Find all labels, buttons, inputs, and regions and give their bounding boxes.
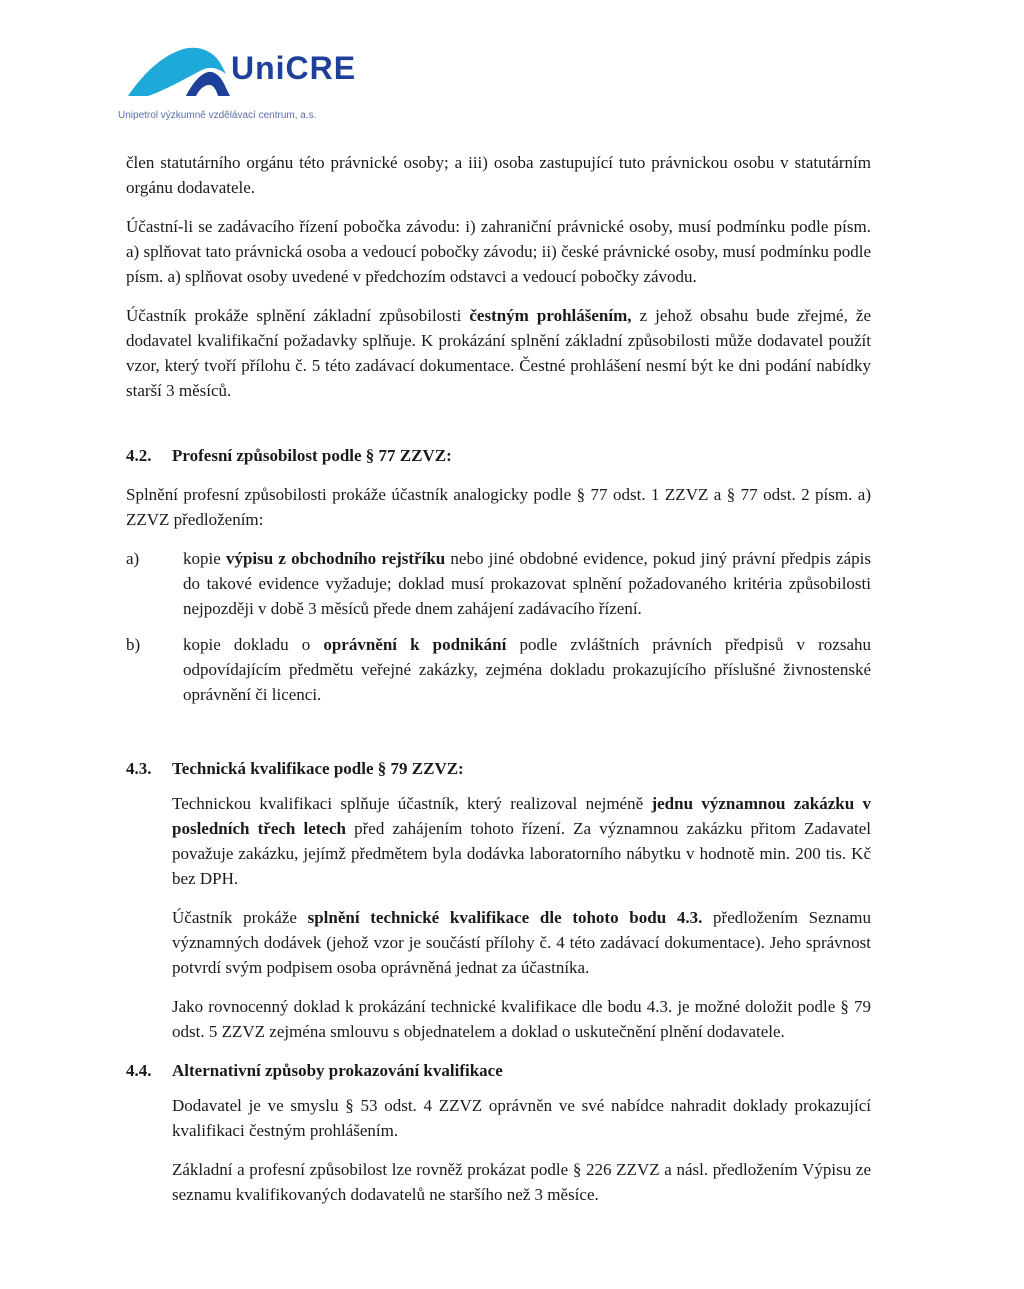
- list-item: b) kopie dokladu o oprávnění k podnikání podle zvláštních právních předpisů v rozsahu odpovídajícím předmětu veřejné zakázky, zejména dokladu prokazujícího příslušné živnostenské oprávnění či licenci.: [126, 635, 872, 704]
- logo-text: UniCRE: [231, 50, 357, 86]
- paragraph: Jako rovnocenný doklad k prokázání technické kvalifikace dle bodu 4.3. je možné doložit podle § 79 odst. 5 ZZVZ zejména smlouvu s objednatelem a doklad o uskutečnění plnění dodavatele.: [172, 997, 871, 1041]
- section-heading-4-2: 4.2. Profesní způsobilost podle § 77 ZZVZ:: [126, 446, 452, 465]
- paragraph: Základní a profesní způsobilost lze rovněž prokázat podle § 226 ZZVZ a násl. předložením Výpisu ze seznamu kvalifikovaných dodavatelů ne staršího než 3 měsíce.: [172, 1160, 871, 1204]
- paragraph: Účastník prokáže splnění základní způsobilosti čestným prohlášením, z jehož obsahu bude zřejmé, že dodavatel kvalifikační požadavky splňuje. K prokázání splnění základní způsobilosti může dodavatel použít vzor, který tvoří přílohu č. 5 této zadávací dokumentace. Čestné prohlášení nesmí být ke dni podání nabídky starší 3 měsíců.: [126, 306, 872, 400]
- document-header: [118, 40, 518, 130]
- paragraph: Účastník prokáže splnění technické kvalifikace dle tohoto bodu 4.3. předložením Seznamu významných dodávek (jehož vzor je součástí přílohy č. 4 této zadávací dokumentace). Jeho správnost potvrdí svým podpisem osoba oprávněná jednat za účastníka.: [172, 908, 871, 977]
- unicre-logo-icon: [126, 44, 232, 98]
- requirements-list: [126, 546, 871, 707]
- paragraph: Technickou kvalifikaci splňuje účastník, který realizoval nejméně jednu významnou zakázku v posledních třech letech před zahájením tohoto řízení. Za významnou zakázku přitom Zadavatel považuje zakázku, jejímž předmětem byla dodávka laboratorního nábytku v hodnotě min. 200 tis. Kč bez DPH.: [172, 794, 871, 888]
- list-item: a) kopie výpisu z obchodního rejstříku nebo jiné obdobné evidence, pokud jiný právní předpis zápis do takové evidence vyžaduje; doklad musí prokazovat splnění požadovaného kritéria způsobilosti nejpozději v době 3 měsíců přede dnem zahájení zadávacího řízení.: [126, 549, 871, 618]
- document-body: [126, 150, 871, 1221]
- paragraph: Účastní-li se zadávacího řízení pobočka závodu: i) zahraniční právnické osoby, musí podmínku podle písm. a) splňovat tato právnická osoba a vedoucí pobočky závodu; ii) české právnické osoby, musí podmínku podle písm. a) splňovat osoby uvedené v předchozím odstavci a vedoucí pobočky závodu.: [126, 217, 871, 286]
- paragraph: Splnění profesní způsobilosti prokáže účastník analogicky podle § 77 odst. 1 ZZVZ a § 77 odst. 2 písm. a) ZZVZ předložením:: [126, 485, 871, 529]
- section-heading-4-4: 4.4. Alternativní způsoby prokazování kvalifikace: [126, 1061, 503, 1080]
- paragraph: člen statutárního orgánu této právnické osoby; a iii) osoba zastupující tuto právnickou osobu v statutárním orgánu dodavatele.: [126, 153, 871, 197]
- section-heading-4-3: 4.3. Technická kvalifikace podle § 79 ZZVZ:: [126, 759, 464, 778]
- logo-subtitle: Unipetrol výzkumně vzdělávací centrum, a.s.: [118, 110, 317, 121]
- paragraph: Dodavatel je ve smyslu § 53 odst. 4 ZZVZ oprávněn ve své nabídce nahradit doklady prokazující kvalifikaci čestným prohlášením.: [172, 1096, 871, 1140]
